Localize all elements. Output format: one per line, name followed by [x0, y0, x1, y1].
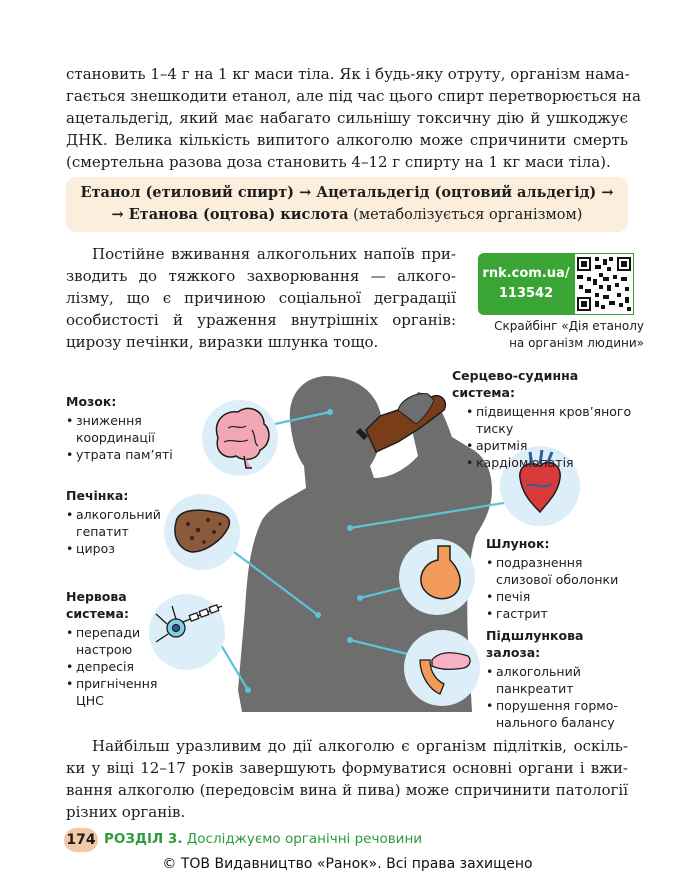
- text-line: лізму, що є причиною соціальної деградації: [66, 289, 456, 307]
- effect-item: • гастрит: [486, 605, 636, 622]
- effect-item: • алкогольний гепатит: [66, 506, 171, 540]
- effect-item: • порушення гормо-нального балансу: [486, 697, 638, 731]
- brain-label: Мозок: • зниження координації • утрата пам’яті: [66, 393, 196, 463]
- effect-item: • пригнічення ЦНС: [66, 675, 166, 709]
- text-line: різних органів.: [66, 803, 186, 821]
- text-line: ки у віці 12–17 років завершують формуватися основні органи і вжи-: [66, 759, 628, 777]
- copyright-notice: © ТОВ Видавництво «Ранок». Всі права захищено: [162, 856, 533, 872]
- text-line: вання алкоголю (передовсім вина й пива) може спричинити патології: [66, 781, 628, 799]
- effect-item: • алкогольний панкреатит: [486, 663, 638, 697]
- effect-item: • аритмія: [466, 437, 638, 454]
- effect-item: • депресія: [66, 658, 166, 675]
- text-line: гається знешкодити етанол, але під час цього спирт перетворюється на: [66, 87, 641, 105]
- qr-caption-line: Скрайбінг «Дія етанолу: [494, 319, 644, 333]
- qr-caption-line: на організм людини»: [509, 336, 644, 350]
- qr-code-text: 113542: [498, 286, 554, 301]
- text-line: ацетальдегід, який має набагато сильнішу токсичну дію й ушкоджує: [66, 109, 628, 127]
- stomach-label: Шлунок: • подразнення слизової оболонки • печія • гастрит: [486, 535, 636, 622]
- nerve-label: Нервова система: • перепади настрою • депресія • пригнічення ЦНС: [66, 588, 166, 709]
- effect-item: • утрата пам’яті: [66, 446, 196, 463]
- text-line: зводить до тяжкого захворювання — алкого-: [66, 267, 456, 285]
- qr-site-text: rnk.com.ua/: [482, 266, 570, 281]
- text-line: становить 1–4 г на 1 кг маси тіла. Як і будь-яку отруту, організм нама-: [66, 65, 630, 83]
- formula-line-1: Етанол (етиловий спирт) → Ацетальдегід (оцтовий альдегід) →: [80, 184, 614, 201]
- text-line: цирозу печінки, виразки шлунка тощо.: [66, 333, 379, 351]
- effect-item: • перепади настрою: [66, 624, 166, 658]
- text-line: особистості й ураження внутрішніх органів:: [66, 311, 456, 329]
- text-line: Постійне вживання алкогольних напоїв при-: [92, 245, 456, 263]
- liver-label: Печінка: • алкогольний гепатит • цироз: [66, 487, 171, 557]
- text-line: ДНК. Велика кількість випитого алкоголю може спричинити смерть: [66, 131, 628, 149]
- text-line: (смертельна разова доза становить 4–12 г спирту на 1 кг маси тіла).: [66, 153, 611, 171]
- effect-item: • кардіоміопатія: [466, 454, 638, 471]
- effect-item: • печія: [486, 588, 636, 605]
- paragraph-teenagers: [66, 735, 628, 823]
- pancreas-label: Підшлункова залоза: • алкогольний панкреатит • порушення гормо-нального балансу: [486, 627, 638, 731]
- effect-item: • підвищення кров’яного тиску: [466, 403, 638, 437]
- effect-item: • цироз: [66, 540, 171, 557]
- heart-label: Серцево-судинна система: • підвищення кров’яного тиску • аритмія • кардіоміопатія: [452, 367, 638, 471]
- section-title: РОЗДІЛ 3. Досліджуємо органічні речовини: [104, 831, 423, 847]
- page-number: 174: [64, 828, 98, 852]
- text-line: Найбільш уразливим до дії алкоголю є організм підлітків, оскіль-: [92, 737, 628, 755]
- formula-line-2: → Етанова (оцтова) кислота (метаболізується організмом): [111, 206, 583, 223]
- effect-item: • зниження координації: [66, 412, 196, 446]
- effect-item: • подразнення слизової оболонки: [486, 554, 636, 588]
